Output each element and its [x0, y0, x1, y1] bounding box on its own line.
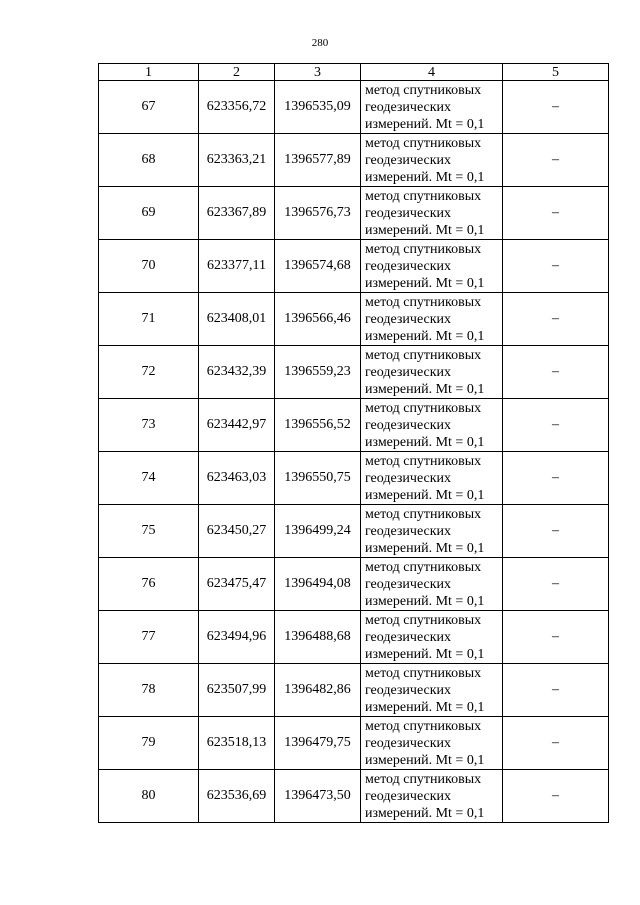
coordinate-x: 623367,89 — [199, 187, 275, 240]
point-number: 68 — [99, 134, 199, 187]
page-number: 280 — [311, 37, 329, 49]
method-line: измерений. Mt = 0,1 — [365, 116, 485, 132]
table-row — [99, 558, 609, 611]
coordinate-y: 1396559,23 — [275, 346, 361, 399]
table-row — [99, 187, 609, 240]
method-line: геодезических — [365, 205, 452, 221]
point-number: 69 — [99, 187, 199, 240]
coordinate-x: 623408,01 — [199, 293, 275, 346]
method-line: измерений. Mt = 0,1 — [365, 169, 485, 185]
coordinate-x: 623377,11 — [199, 240, 275, 293]
method-description — [361, 558, 503, 611]
extra-value: – — [503, 293, 609, 346]
column-header-5: 5 — [503, 64, 609, 81]
method-description — [361, 81, 503, 134]
table-row — [99, 240, 609, 293]
point-number: 77 — [99, 611, 199, 664]
table-row — [99, 770, 609, 823]
method-line: геодезических — [365, 682, 452, 698]
extra-value: – — [503, 558, 609, 611]
extra-value: – — [503, 240, 609, 293]
extra-value: – — [503, 611, 609, 664]
method-line: геодезических — [365, 311, 452, 327]
point-number: 71 — [99, 293, 199, 346]
table-row — [99, 346, 609, 399]
coordinate-y: 1396556,52 — [275, 399, 361, 452]
coordinate-x: 623363,21 — [199, 134, 275, 187]
column-header-2: 2 — [199, 64, 275, 81]
point-number: 70 — [99, 240, 199, 293]
method-line: геодезических — [365, 735, 452, 751]
method-line: геодезических — [365, 523, 452, 539]
method-line: измерений. Mt = 0,1 — [365, 540, 485, 556]
method-line: метод спутниковых — [365, 453, 482, 469]
table-row — [99, 717, 609, 770]
method-line: измерений. Mt = 0,1 — [365, 222, 485, 238]
method-line: геодезических — [365, 576, 452, 592]
coordinate-x: 623450,27 — [199, 505, 275, 558]
coordinate-y: 1396566,46 — [275, 293, 361, 346]
point-number: 67 — [99, 81, 199, 134]
method-description — [361, 187, 503, 240]
point-number: 79 — [99, 717, 199, 770]
coordinate-y: 1396550,75 — [275, 452, 361, 505]
method-description — [361, 134, 503, 187]
coordinate-y: 1396577,89 — [275, 134, 361, 187]
method-line: измерений. Mt = 0,1 — [365, 381, 485, 397]
table-row — [99, 505, 609, 558]
method-description — [361, 505, 503, 558]
coordinate-x: 623432,39 — [199, 346, 275, 399]
coordinate-x: 623507,99 — [199, 664, 275, 717]
method-line: измерений. Mt = 0,1 — [365, 593, 485, 609]
method-description — [361, 240, 503, 293]
extra-value: – — [503, 81, 609, 134]
method-description — [361, 293, 503, 346]
table-header — [99, 64, 609, 81]
table-row — [99, 399, 609, 452]
method-line: геодезических — [365, 417, 452, 433]
point-number: 76 — [99, 558, 199, 611]
coordinate-x: 623494,96 — [199, 611, 275, 664]
method-line: метод спутниковых — [365, 400, 482, 416]
point-number: 74 — [99, 452, 199, 505]
point-number: 73 — [99, 399, 199, 452]
method-line: геодезических — [365, 788, 452, 804]
point-number: 75 — [99, 505, 199, 558]
method-description — [361, 346, 503, 399]
point-number: 80 — [99, 770, 199, 823]
table-row — [99, 81, 609, 134]
method-line: геодезических — [365, 258, 452, 274]
point-number: 78 — [99, 664, 199, 717]
table-row — [99, 134, 609, 187]
table-row — [99, 452, 609, 505]
coordinate-x: 623463,03 — [199, 452, 275, 505]
method-line: метод спутниковых — [365, 347, 482, 363]
method-line: геодезических — [365, 364, 452, 380]
method-line: геодезических — [365, 470, 452, 486]
coordinate-y: 1396499,24 — [275, 505, 361, 558]
method-description — [361, 664, 503, 717]
method-line: измерений. Mt = 0,1 — [365, 752, 485, 768]
extra-value: – — [503, 505, 609, 558]
extra-value: – — [503, 770, 609, 823]
coordinate-y: 1396574,68 — [275, 240, 361, 293]
column-header-3: 3 — [275, 64, 361, 81]
column-header-1: 1 — [99, 64, 199, 81]
method-line: метод спутниковых — [365, 188, 482, 204]
coordinate-x: 623475,47 — [199, 558, 275, 611]
method-line: метод спутниковых — [365, 241, 482, 257]
method-line: измерений. Mt = 0,1 — [365, 328, 485, 344]
coordinate-x: 623518,13 — [199, 717, 275, 770]
table-body — [99, 81, 609, 823]
coordinate-y: 1396494,08 — [275, 558, 361, 611]
method-description — [361, 770, 503, 823]
table-row — [99, 293, 609, 346]
extra-value: – — [503, 187, 609, 240]
coordinate-y: 1396473,50 — [275, 770, 361, 823]
coordinate-y: 1396482,86 — [275, 664, 361, 717]
method-line: метод спутниковых — [365, 506, 482, 522]
method-description — [361, 452, 503, 505]
method-line: измерений. Mt = 0,1 — [365, 646, 485, 662]
coordinate-x: 623536,69 — [199, 770, 275, 823]
method-line: метод спутниковых — [365, 135, 482, 151]
method-line: геодезических — [365, 152, 452, 168]
method-line: метод спутниковых — [365, 559, 482, 575]
coordinates-table — [98, 63, 609, 823]
method-line: измерений. Mt = 0,1 — [365, 699, 485, 715]
coordinate-y: 1396576,73 — [275, 187, 361, 240]
method-line: измерений. Mt = 0,1 — [365, 434, 485, 450]
method-line: измерений. Mt = 0,1 — [365, 805, 485, 821]
method-description — [361, 399, 503, 452]
method-line: геодезических — [365, 99, 452, 115]
coordinate-y: 1396479,75 — [275, 717, 361, 770]
table-row — [99, 611, 609, 664]
method-description — [361, 717, 503, 770]
extra-value: – — [503, 664, 609, 717]
table-row — [99, 664, 609, 717]
extra-value: – — [503, 717, 609, 770]
method-line: метод спутниковых — [365, 771, 482, 787]
method-line: измерений. Mt = 0,1 — [365, 487, 485, 503]
coordinate-y: 1396535,09 — [275, 81, 361, 134]
method-line: метод спутниковых — [365, 294, 482, 310]
column-header-4: 4 — [361, 64, 503, 81]
coordinate-y: 1396488,68 — [275, 611, 361, 664]
extra-value: – — [503, 452, 609, 505]
extra-value: – — [503, 346, 609, 399]
method-line: метод спутниковых — [365, 612, 482, 628]
coordinate-x: 623442,97 — [199, 399, 275, 452]
method-line: геодезических — [365, 629, 452, 645]
header-row — [99, 64, 609, 81]
method-line: метод спутниковых — [365, 82, 482, 98]
extra-value: – — [503, 399, 609, 452]
method-description — [361, 611, 503, 664]
method-line: измерений. Mt = 0,1 — [365, 275, 485, 291]
point-number: 72 — [99, 346, 199, 399]
method-line: метод спутниковых — [365, 665, 482, 681]
coordinate-x: 623356,72 — [199, 81, 275, 134]
method-line: метод спутниковых — [365, 718, 482, 734]
extra-value: – — [503, 134, 609, 187]
